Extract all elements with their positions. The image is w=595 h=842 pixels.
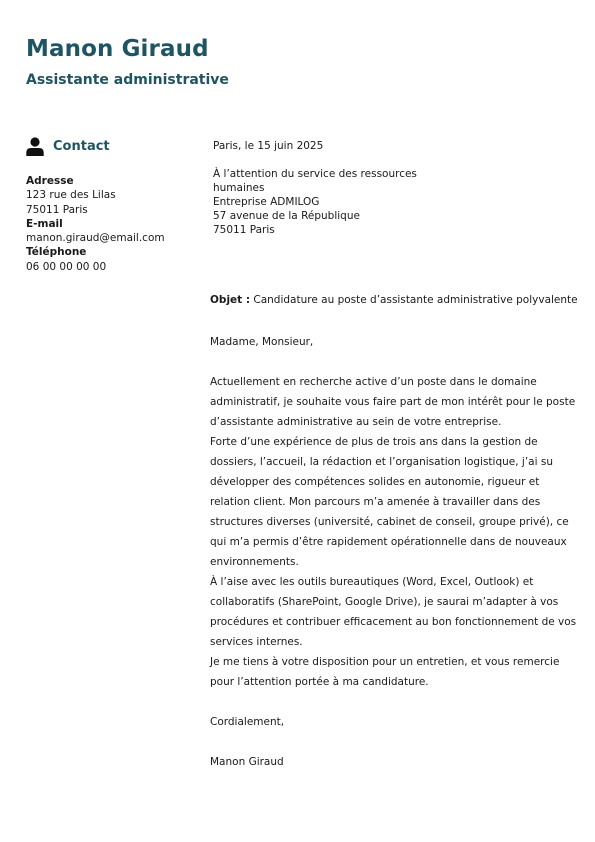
applicant-name: Manon Giraud: [26, 36, 209, 62]
recipient-line: 57 avenue de la République: [213, 210, 360, 222]
subject-label: Objet :: [210, 294, 251, 306]
phone-value: 06 00 00 00 00: [26, 260, 107, 273]
letter-subject: [210, 293, 580, 307]
letter-body: [210, 372, 580, 692]
recipient-block: [213, 167, 423, 237]
email-label: E-mail: [26, 217, 63, 230]
address-line: 75011 Paris: [26, 203, 88, 216]
address-line: 123 rue des Lilas: [26, 189, 116, 202]
letter-date: Paris, le 15 juin 2025: [213, 140, 324, 152]
subject-text: Candidature au poste d’assistante administrative polyvalente: [253, 294, 578, 306]
contact-heading: [26, 136, 110, 156]
address-label: Adresse: [26, 175, 74, 187]
letter-paragraph: Actuellement en recherche active d’un poste dans le domaine administratif, je souhaite vous faire part de mon intérêt pour le poste d’assistante administrative au sein de votre entreprise.: [210, 376, 576, 428]
recipient-line: 75011 Paris: [213, 224, 275, 236]
contact-title: Contact: [53, 138, 110, 154]
recipient-line: À l’attention du service des ressources humaines: [213, 168, 417, 194]
letter-signature: Manon Giraud: [210, 756, 284, 768]
contact-details: [26, 174, 201, 274]
email-value: manon.giraud@email.com: [26, 232, 165, 245]
phone-label: Téléphone: [26, 246, 87, 259]
recipient-line: Entreprise ADMILOG: [213, 196, 320, 208]
letter-closing: Cordialement,: [210, 716, 285, 728]
letter-paragraph: À l’aise avec les outils bureautiques (Word, Excel, Outlook) et collaboratifs (SharePoint, Google Drive), je saurai m’adapter à vos procédures et contribuer efficacement au bon fonctionnement de vos services internes.: [210, 576, 577, 648]
letter-paragraph: Forte d’une expérience de plus de trois ans dans la gestion de dossiers, l’accueil, la rédaction et l’organisation logistique, j’ai su développer des compétences solides en autonomie, rigueur et relation client. Mon parcours m’a amenée à travailler dans des structures diverses (université, cabinet de conseil, groupe privé), ce qui m’a permis d’être rapidement opérationnelle dans de nouveaux environnements.: [210, 436, 569, 568]
letter-paragraph: Je me tiens à votre disposition pour un entretien, et vous remercie pour l’attention portée à ma candidature.: [210, 656, 560, 688]
letter-greeting: Madame, Monsieur,: [210, 336, 314, 348]
person-icon: [26, 137, 44, 156]
job-title: Assistante administrative: [26, 72, 229, 88]
